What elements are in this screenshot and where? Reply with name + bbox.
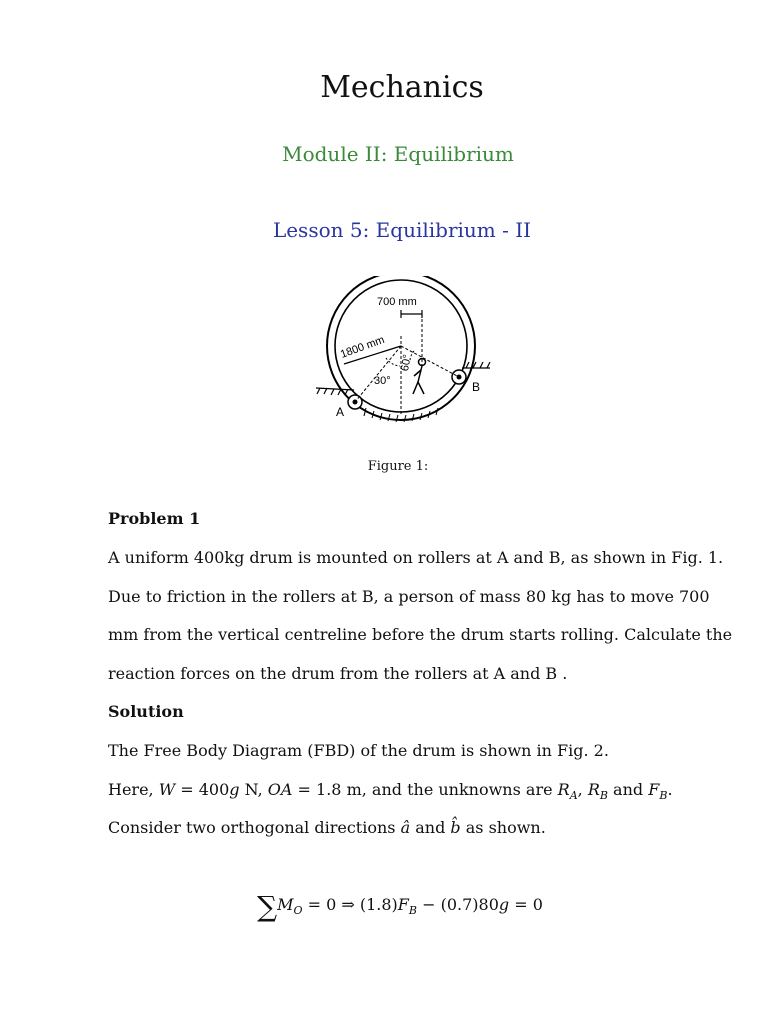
problem-line-3: mm from the vertical centreline before the drum starts rolling. Calculate the xyxy=(108,625,733,644)
problem-line-4: reaction forces on the drum from the rollers at A and B . xyxy=(108,664,568,683)
module-heading: Module II: Equilibrium xyxy=(282,142,514,166)
solution-line-3: Consider two orthogonal directions â and b̂ as shown. xyxy=(108,818,546,837)
label-a: A xyxy=(336,405,345,419)
angle-30-label: 30° xyxy=(374,375,391,387)
problem-line-2: Due to friction in the rollers at B, a person of mass 80 kg has to move 700 xyxy=(108,587,710,606)
solution-line-2: Here, W = 400g N, OA = 1.8 m, and the unknowns are $R_A$, $R_B$ and $F_B$. xyxy=(108,780,673,803)
ground-left xyxy=(316,388,354,395)
ground-right xyxy=(462,362,490,368)
moment-equation: $\sum M_O = 0$ ⇒ $(1.8)F_B - (0.7)80g = 0$ xyxy=(257,890,543,923)
person-figure xyxy=(413,359,426,395)
problem-line-1: A uniform 400kg drum is mounted on rollers at A and B, as shown in Fig. 1. xyxy=(108,548,724,567)
drum-figure xyxy=(314,276,494,422)
problem-heading: Problem 1 xyxy=(108,509,201,528)
solution-line-1: The Free Body Diagram (FBD) of the drum is shown in Fig. 2. xyxy=(108,741,609,760)
lesson-heading: Lesson 5: Equilibrium - II xyxy=(272,218,532,242)
figure-caption: Figure 1: xyxy=(367,459,429,474)
dim-1800-label: 1800 mm xyxy=(338,333,387,361)
label-b: B xyxy=(472,380,481,394)
page-title: Mechanics xyxy=(320,70,484,105)
dim-700-label: 700 mm xyxy=(377,296,417,308)
solution-heading: Solution xyxy=(108,702,184,721)
angle-60-label: 60° xyxy=(399,353,414,373)
